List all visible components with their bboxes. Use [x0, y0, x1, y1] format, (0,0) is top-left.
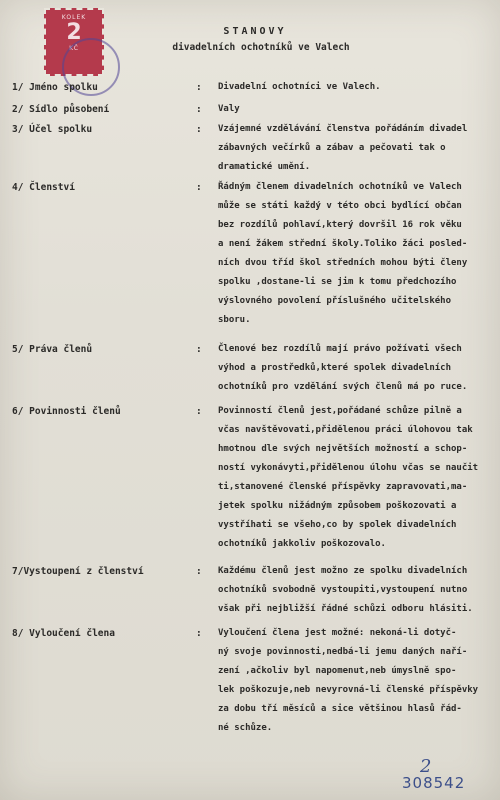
text-line: Členové bez rozdílů mají právo požívati všech	[218, 344, 462, 354]
text-line: bez rozdílů pohlaví,který dovršil 16 rok věku	[218, 220, 462, 230]
text-line: né schůze.	[218, 723, 273, 733]
section-text-2	[218, 100, 496, 119]
text-line: Valy	[218, 104, 240, 114]
section-label-1: 1/ Jméno spolku	[12, 82, 98, 93]
text-line: Vyloučení člena jest možné: nekoná-li dotyč-	[218, 628, 457, 638]
text-line: však při nejbližší řádné schůzi odboru hlásiti.	[218, 604, 473, 614]
text-line: vystříhati se všeho,co by spolek divadelních	[218, 520, 457, 530]
stamp-value: 2	[66, 20, 82, 45]
text-line: ný svoje povinnosti,nedbá-li jemu daných naří-	[218, 647, 468, 657]
text-line: lek poškozuje,neb nevyrovná-li členské příspěvky	[218, 685, 479, 695]
text-line: zení ,ačkoliv byl napomenut,neb úmyslně spo-	[218, 666, 457, 676]
handwritten-number: 2	[420, 756, 432, 777]
text-line: Řádným členem divadelních ochotníků ve Valech	[218, 182, 462, 192]
text-line: Každému členů jest možno ze spolku divadelních	[218, 566, 468, 576]
text-line: ochotníků svobodně vystoupiti,vystoupení nutno	[218, 585, 468, 595]
text-line: spolku ,dostane-li se jim k tomu předchozího	[218, 277, 457, 287]
text-line: za dobu tří měsíců a sice většinou hlasů řád-	[218, 704, 462, 714]
text-line: ních dvou tříd škol středních mohou býti členy	[218, 258, 468, 268]
section-text-5	[218, 340, 496, 397]
section-colon-8: :	[196, 628, 202, 639]
section-colon-3: :	[196, 124, 202, 135]
text-line: jetek spolku nižádným způsobem poškozovati a	[218, 501, 457, 511]
section-colon-1: :	[196, 82, 202, 93]
text-line: ochotníků pro vzdělání svých členů má po ruce.	[218, 382, 468, 392]
text-line: sboru.	[218, 315, 251, 325]
stamp-top-text: KOLEK	[61, 14, 87, 21]
section-label-8: 8/ Vyloučení člena	[12, 628, 115, 639]
section-colon-2: :	[196, 104, 202, 115]
text-line: dramatické umění.	[218, 162, 311, 172]
text-line: ochotníků jakkoliv poškozovalo.	[218, 539, 386, 549]
section-colon-7: :	[196, 566, 202, 577]
section-text-6	[218, 402, 496, 554]
text-line: Vzájemné vzdělávání členstva pořádáním divadel	[218, 124, 468, 134]
text-line: ností vykonávyti,přidělenou úlohu včas se naučit	[218, 463, 479, 473]
text-line: zábavných večírků a zábav a pečovati tak o	[218, 143, 446, 153]
section-text-7	[218, 562, 496, 619]
text-line: ti,stanovené členské příspěvky zapravovati,ma-	[218, 482, 468, 492]
section-colon-6: :	[196, 406, 202, 417]
text-line: výhod a prostředků,které spolek divadelních	[218, 363, 451, 373]
section-label-4: 4/ Členství	[12, 182, 75, 193]
text-line: a není žákem střední školy.Toliko žáci posled-	[218, 239, 468, 249]
text-line: včas navštěvovati,přidělenou práci úlohovou tak	[218, 425, 473, 435]
section-colon-5: :	[196, 344, 202, 355]
section-label-6: 6/ Povinnosti členů	[12, 406, 121, 417]
section-label-5: 5/ Práva členů	[12, 344, 93, 355]
archive-number: 308542	[402, 774, 466, 792]
section-text-3	[218, 120, 496, 177]
text-line: výslovného povolení příslušného učitelského	[218, 296, 451, 306]
document-title: STANOVY	[223, 26, 287, 37]
text-line: Divadelní ochotníci ve Valech.	[218, 82, 381, 92]
text-line: může se státi každý v této obci bydlící občan	[218, 201, 462, 211]
stamp-bottom-text: KČ	[69, 45, 79, 52]
section-label-3: 3/ Účel spolku	[12, 124, 93, 135]
section-text-8	[218, 624, 496, 738]
document-subtitle: divadelních ochotníků ve Valech	[172, 42, 350, 53]
section-text-4	[218, 178, 496, 330]
text-line: hmotnou dle svých největších možností a schop-	[218, 444, 468, 454]
section-label-7: 7/Vystoupení z členství	[12, 566, 144, 577]
section-text-1	[218, 78, 496, 97]
section-label-2: 2/ Sídlo působení	[12, 104, 110, 115]
text-line: Povinností členů jest,pořádané schůze pilně a	[218, 406, 462, 416]
section-colon-4: :	[196, 182, 202, 193]
